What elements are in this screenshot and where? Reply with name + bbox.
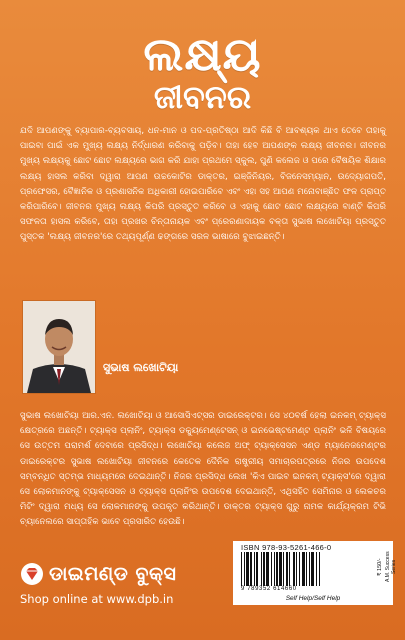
barcode-bar <box>254 552 255 586</box>
barcode-bar <box>241 552 242 586</box>
book-blurb: ଯଦି ଆପଣଙ୍କୁ ବ୍ୟାପାର-ବ୍ୟବସାୟ, ଧନ-ମାନ ଓ ପଦ-ପ୍ରତିଷ୍ଠା ଆଦି କିଛି ବି ଆବଶ୍ୟକ ଥାଏ ତେବେ ତାହାକୁ ପାଇବା ପାଇଁ ଏକ ମୁଖ୍ୟ ଲକ୍ଷ୍ୟ ନିର୍ଦ୍ଧାରଣ କରିବାକୁ ପଡ଼ିବ। ତାହା ହେବ ଆପଣଙ୍କ ଲକ୍ଷ୍ୟ ଜୀବନର। ଜୀବନର ମୁଖ୍ୟ ଲକ୍ଷ୍ୟକୁ ଛୋଟ ଛୋଟ ଲକ୍ଷ୍ୟରେ ଭାଗ କରି ଯାହା ପ୍ରଥମେ ସ୍କୁଲ, ପୁଣି କଲେଜ ଓ ପରେ ବୈଷୟିକ ଶିକ୍ଷାର ଲକ୍ଷ୍ୟ ହାସଲ କରିବା ଦ୍ୱାରା ଆପଣ ଉଚ୍ଚକୋଟିର ଡାକ୍ତର, ଇଞ୍ଜିନିୟର, ବିଜନେସମ୍ୟାନ, ଉଦ୍ୟୋଗପତି, ପ୍ରଫେସର, ବୈଜ୍ଞାନିକ ଓ ପ୍ରଶାସନିକ ଅଧିକାରୀ ହୋଇପାରିବେ ଏବଂ ଏହା ସହ ଆପଣ ମନୋବାଞ୍ଛିତ ଫଳ ପ୍ରାପ୍ତ କରିପାରିବେ। ଜୀବନର ମୁଖ୍ୟ ଲକ୍ଷ୍ୟ କିପରି ପ୍ରସ୍ତୁତ କରିବେ ଓ ଏହାକୁ ଛୋଟ ଛୋଟ ଲକ୍ଷ୍ୟରେ ବାଣ୍ଟି କିପରି ସଫଳତା ହାସଲ କରିବେ, ତାହା ପ୍ରଖର ଚିନ୍ତାନାୟକ ଏବଂ ପ୍ରେରଣାଦାୟକ ବକ୍ତା ସୁଭାଷ ଲଖୋଟିୟା ପ୍ରସ୍ତୁତ ପୁସ୍ତକ 'ଲକ୍ଷ୍ୟ ଜୀବନର'ରେ ତଥ୍ୟପୂର୍ଣ୍ଣ ଢଙ୍ଗରେ ସରଳ ଭାଷାରେ ବୁଝାଇଛନ୍ତି। <box>20 126 386 243</box>
barcode-box <box>233 541 397 605</box>
barcode-digits: 9 789352 614660 <box>241 586 297 592</box>
barcode-bar <box>316 552 317 586</box>
barcode-bar <box>266 552 269 586</box>
barcode-bar <box>319 552 320 586</box>
author-photo <box>22 300 96 394</box>
series-label: A.M. Success Series <box>385 551 397 583</box>
barcode-icon <box>239 552 373 586</box>
diamond-logo-icon <box>20 562 44 586</box>
barcode-bar <box>276 552 278 586</box>
shop-online-link[interactable]: Shop online at www.dpb.in <box>20 592 174 606</box>
barcode-bar <box>283 552 284 586</box>
barcode-bar <box>309 552 310 586</box>
barcode-bar <box>256 552 258 586</box>
author-bio: ସୁଭାଷ ଲଖୋଟିୟା ଆର.ଏନ. ଲଖୋଟିୟା ଓ ଆସୋସିଏଟ୍‌ସର ଡାଇରେକ୍ଟର। ସେ ୪୦ବର୍ଷ ହେଲା ଇନକମ୍ ଟ୍ୟାକ୍ସ କ୍ଷେତ୍ରରେ ଅଛନ୍ତି। ଟ୍ୟାକ୍ସ ପ୍ଲାନିଂ, ଟ୍ୟାକ୍ସ ଡକ୍ୟୁମେଣ୍ଟେସନ୍ ଓ ଇନଭେଷ୍ଟମେଣ୍ଟ ପ୍ଲାନିଂ ଭଳି ବିଷୟରେ ସେ ଉତ୍ତମ ପରାମର୍ଶ ଦେବାରେ ପ୍ରସିଦ୍ଧ। ଲଖୋଟିୟା କଲେଜ ଅଫ୍ ଟ୍ୟାକ୍ସେସନ ଏଣ୍ଡ ମ୍ୟାନେଜମେଣ୍ଟର ଡାଇରେକ୍ଟର ସୁଭାଷ ଲଖୋଟିୟା ଜୀବନରେ କେତେକ ଦୈନିକ ରାଷ୍ଟ୍ରୀୟ ସମାଚାରପତ୍ରରେ ନିଜର ଉପଦେଶ ସମ୍ବନ୍ଧିତ ସ୍ତମ୍ଭ ମାଧ୍ୟମରେ ଦେଇଥାନ୍ତି। ନିଜର ପ୍ରସିଦ୍ଧ ଲେଖ 'କିଏ ପାଇବ ଇନକମ୍ ଟ୍ୟାକ୍ସ'ରେ ଦ୍ୱାରା ସେ ଲୋକମାନଙ୍କୁ ଟ୍ୟାକ୍ସେସନ ଓ ଟ୍ୟାକ୍ସ ପ୍ଲାନିଂର ଉପଦେଶ ଦେଇଥାନ୍ତି, ଏଥିସହିତ ସେମିନାର ଓ ଲେକଚର ମିଟିଂ ଦ୍ୱାରା ମଧ୍ୟ ସେ ଲୋକମାନଙ୍କୁ ଉପକୃତ କରିଥାନ୍ତି। ଡାକ୍ତର ଟ୍ୟାକ୍ସ ଗୁରୁ ନାମକ କାର୍ଯ୍ୟକ୍ରମ ଟିଭି ଚ୍ୟାନେଲରେ ସାପ୍ତାହିକ ଭାବେ ପ୍ରସାରିତ ହେଉଛି। <box>20 411 386 528</box>
barcode-bar <box>289 552 290 586</box>
barcode-bar <box>293 552 295 586</box>
barcode-bar <box>296 552 297 586</box>
title-block <box>0 27 405 117</box>
publisher-name: ଡାଇମଣ୍ଡ ବୁକ୍ସ <box>49 563 177 585</box>
category-label: Self Help/Self Help <box>285 595 341 602</box>
barcode-bar <box>302 552 305 586</box>
barcode-bar <box>299 552 300 586</box>
barcode-bar <box>261 552 262 586</box>
barcode-bar <box>246 552 249 586</box>
barcode-bar <box>286 552 288 586</box>
isbn-text: ISBN 978-93-5261-466-0 <box>241 543 332 552</box>
barcode-bar <box>250 552 252 586</box>
book-title-line1: ଲକ୍ଷ୍ୟ <box>143 27 262 81</box>
barcode-bar <box>271 552 272 586</box>
price-label: ₹ 150/- <box>377 558 383 576</box>
barcode-bar <box>263 552 265 586</box>
author-portrait-icon <box>23 301 95 393</box>
book-title-line2: ଜୀବନର <box>153 78 252 117</box>
barcode-bar <box>306 552 307 586</box>
publisher-block <box>20 562 176 586</box>
barcode-bar <box>311 552 314 586</box>
barcode-bar <box>274 552 275 586</box>
barcode-bar <box>244 552 245 586</box>
author-name: ସୁଭାଷ ଲଖୋଟିୟା <box>103 361 179 374</box>
barcode-bar <box>279 552 282 586</box>
